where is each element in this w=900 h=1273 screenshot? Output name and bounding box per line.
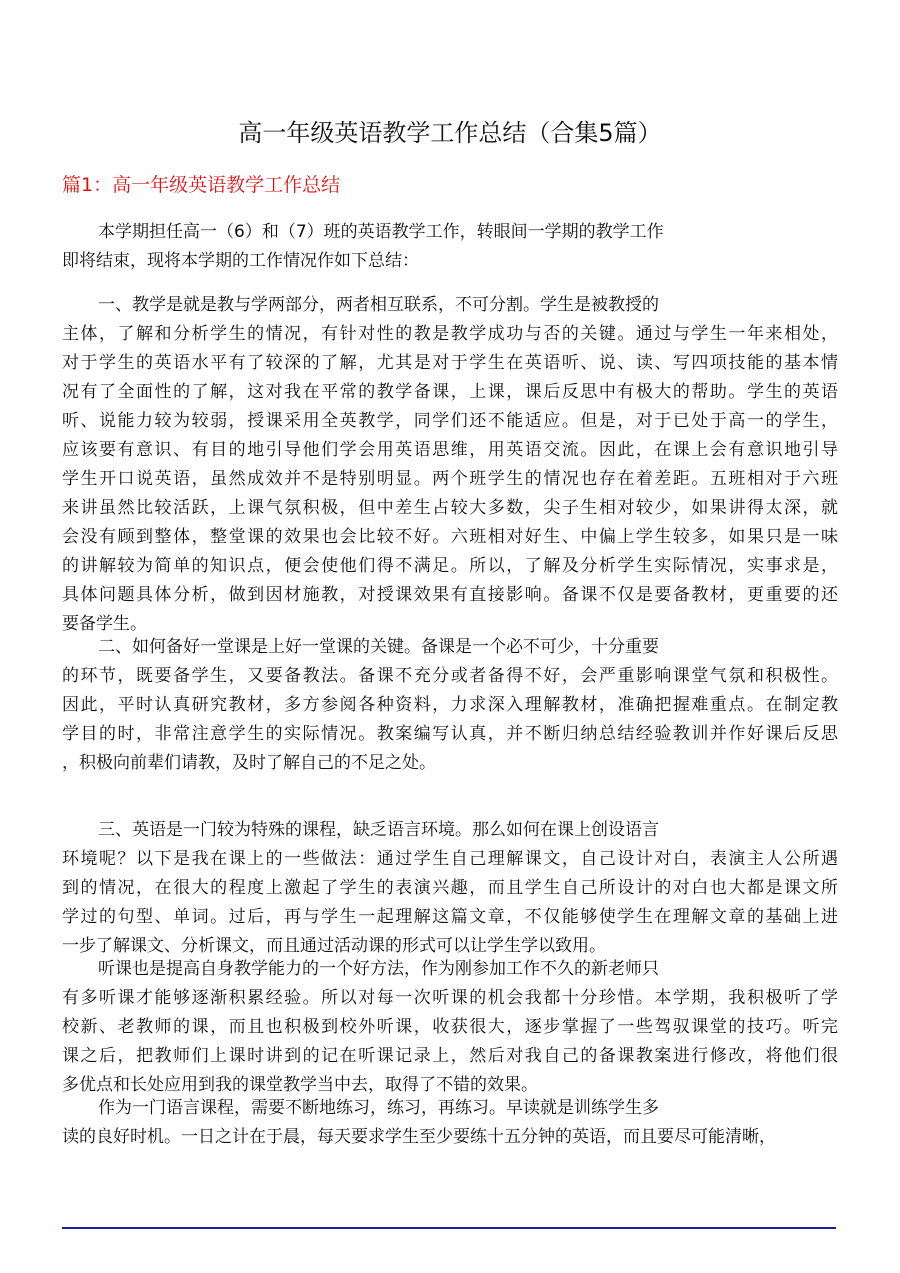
paragraph-line: 听、说能力较为较弱，授课采用全英教学，同学们还不能适应。但是，对于已处于高一的学生，: [62, 411, 838, 431]
paragraph-line: 的环节，既要备学生，又要备教法。备课不充分或者备得不好，会严重影响课堂气氛和积极性。: [62, 666, 838, 686]
paragraph: [62, 816, 838, 961]
paragraph: [62, 955, 838, 1100]
paragraph-line: 三、英语是一门较为特殊的课程，缺乏语言环境。那么如何在课上创设语言: [98, 820, 659, 840]
paragraph-line: 多优点和长处应用到我的课堂教学当中去，取得了不错的效果。: [62, 1075, 538, 1095]
paragraph-line: 要备学生。: [62, 614, 147, 634]
section-heading: 篇1：高一年级英语教学工作总结: [62, 174, 341, 196]
paragraph-line: 况有了全面性的了解，这对我在平常的教学备课，上课，课后反思中有极大的帮助。学生的英语: [62, 382, 838, 402]
paragraph-line: 听课也是提高自身教学能力的一个好方法，作为刚参加工作不久的新老师只: [98, 959, 659, 979]
paragraph-line: 学过的句型、单词。过后，再与学生一起理解这篇文章，不仅能够使学生在理解文章的基础上进: [62, 907, 838, 927]
paragraph: [62, 218, 838, 276]
paragraph-line: 作为一门语言课程，需要不断地练习，练习，再练习。早读就是训练学生多: [98, 1098, 659, 1118]
paragraph-line: 的讲解较为简单的知识点，便会使他们得不满足。所以，了解及分析学生实际情况，实事求是，: [62, 556, 838, 576]
paragraph-line: 会没有顾到整体，整堂课的效果也会比较不好。六班相对好生、中偏上学生较多，如果只是一味: [62, 527, 838, 547]
paragraph: [62, 291, 838, 639]
paragraph-line: 学目的时，非常注意学生的实际情况。教案编写认真，并不断归纳总结经验教训并作好课后反思: [62, 724, 838, 744]
paragraph-line: ，积极向前辈们请教，及时了解自己的不足之处。: [62, 753, 436, 773]
paragraph-line: 读的良好时机。一日之计在于晨，每天要求学生至少要练十五分钟的英语，而且要尽可能清晰，: [62, 1127, 776, 1147]
paragraph-line: 来讲虽然比较活跃，上课气氛积极，但中差生占较大多数，尖子生相对较少，如果讲得太深，就: [62, 498, 838, 518]
paragraph-line: 即将结束，现将本学期的工作情况作如下总结：: [62, 251, 419, 271]
paragraph: [62, 633, 838, 778]
paragraph-line: 一、教学是就是教与学两部分，两者相互联系，不可分割。学生是被教授的: [98, 295, 659, 315]
paragraph-line: 应该要有意识、有目的地引导他们学会用英语思维，用英语交流。因此，在课上会有意识地引导: [62, 440, 838, 460]
footer-rule: [62, 1227, 836, 1229]
paragraph-line: 学生开口说英语，虽然成效并不是特别明显。两个班学生的情况也存在着差距。五班相对于六班: [62, 469, 838, 489]
paragraph-line: 具体问题具体分析，做到因材施教，对授课效果有直接影响。备课不仅是要备教材，更重要的还: [62, 585, 838, 605]
paragraph-line: 环境呢？以下是我在课上的一些做法：通过学生自己理解课文，自己设计对白，表演主人公所遇: [62, 849, 838, 869]
paragraph-line: 本学期担任高一（6）和（7）班的英语教学工作，转眼间一学期的教学工作: [98, 222, 664, 242]
paragraph-line: 校新、老教师的课，而且也积极到校外听课，收获很大，逐步掌握了一些驾驭课堂的技巧。听完: [62, 1017, 838, 1037]
paragraph: [62, 1094, 838, 1152]
paragraph-line: 对于学生的英语水平有了较深的了解，尤其是对于学生在英语听、说、读、写四项技能的基本情: [62, 353, 838, 373]
paragraph-line: 有多听课才能够逐渐积累经验。所以对每一次听课的机会我都十分珍惜。本学期，我积极听了学: [62, 988, 838, 1008]
document-title: 高一年级英语教学工作总结（合集5篇）: [238, 119, 662, 147]
paragraph-line: 到的情况，在很大的程度上激起了学生的表演兴趣，而且学生自己所设计的对白也大都是课文所: [62, 878, 838, 898]
paragraph-line: 二、如何备好一堂课是上好一堂课的关键。备课是一个必不可少，十分重要: [98, 637, 659, 657]
paragraph-line: 因此，平时认真研究教材，多方参阅各种资料，力求深入理解教材，准确把握难重点。在制定教: [62, 695, 838, 715]
paragraph-line: 主体，了解和分析学生的情况，有针对性的教是教学成功与否的关键。通过与学生一年来相处，: [62, 324, 838, 344]
paragraph-line: 一步了解课文、分析课文，而且通过活动课的形式可以让学生学以致用。: [62, 936, 606, 956]
paragraph-line: 课之后，把教师们上课时讲到的记在听课记录上，然后对我自己的备课教案进行修改，将他们很: [62, 1046, 838, 1066]
